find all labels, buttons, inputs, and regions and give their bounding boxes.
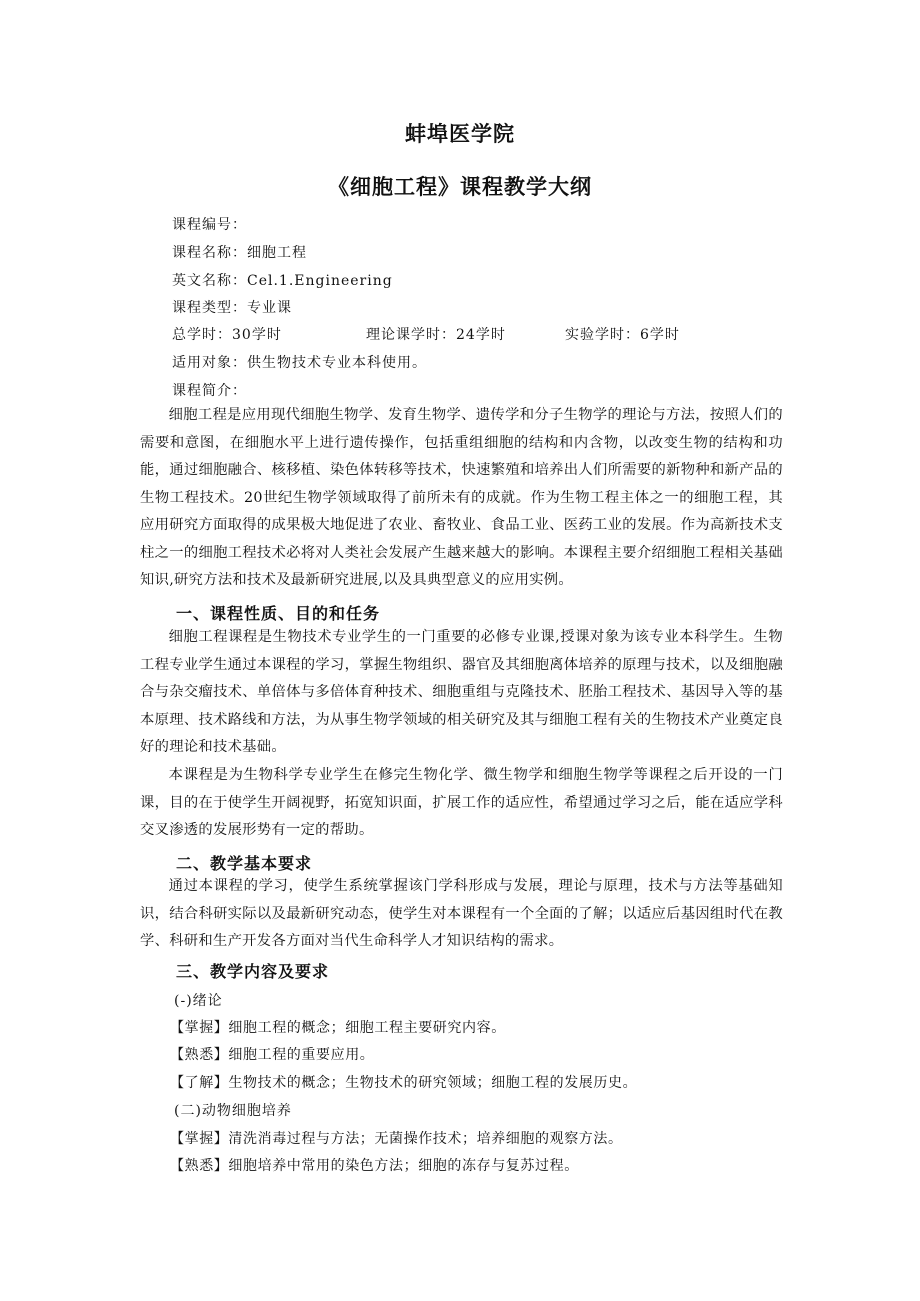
intro-label: 课程简介： xyxy=(172,383,247,399)
course-name: 课程名称：细胞工程 xyxy=(172,245,307,261)
document-title: 《细胞工程》课程教学大纲 xyxy=(328,175,592,199)
section-1-heading: 一、课程性质、目的和任务 xyxy=(176,604,381,623)
lab-hours: 实验学时：6学时 xyxy=(565,327,680,343)
course-type: 课程类型：专业课 xyxy=(172,300,292,316)
list-item: 【熟悉】细胞工程的重要应用。 xyxy=(170,1047,375,1063)
list-item: 【掌握】细胞工程的概念；细胞工程主要研究内容。 xyxy=(170,1020,506,1036)
section-2-paragraph-1: 通过本课程的学习，使学生系统掌握该门学科形成与发展，理论与原理，技术与方法等基础知识，结合科研实际以及最新研究动态，使学生对本课程有一个全面的了解；以适应后基因组时代在教学、科研和生产开发各方面对当代生命科学人才知识结构的需求。 xyxy=(140,878,783,949)
part-2-title: (二)动物细胞培养 xyxy=(174,1103,292,1119)
english-name: 英文名称：Cel.1.Engineering xyxy=(172,273,393,289)
list-item: 【掌握】清洗消毒过程与方法；无菌操作技术；培养细胞的观察方法。 xyxy=(170,1131,623,1147)
school-name: 蚌埠医学院 xyxy=(405,122,515,146)
theory-hours: 理论课学时：24学时 xyxy=(366,327,506,343)
part-1-title: (-)绪论 xyxy=(174,993,223,1009)
list-item: 【了解】生物技术的概念；生物技术的研究领域；细胞工程的发展历史。 xyxy=(170,1075,638,1091)
section-2-heading: 二、教学基本要求 xyxy=(176,854,313,873)
list-item: 【熟悉】细胞培养中常用的染色方法；细胞的冻存与复苏过程。 xyxy=(170,1158,579,1174)
section-1-paragraph-1: 细胞工程课程是生物技术专业学生的一门重要的必修专业课,授课对象为该专业本科学生。生物工程专业学生通过本课程的学习，掌握生物组织、器官及其细胞离体培养的原理与技术，以及细胞融合与杂交瘤技术、单倍体与多倍体育种技术、细胞重组与克隆技术、胚胎工程技术、基因导入等的基本原理、技术路线和方法，为从事生物学领域的相关研究及其与细胞工程有关的生物技术产业奠定良好的理论和技术基础。 xyxy=(140,629,783,755)
audience: 适用对象：供生物技术专业本科使用。 xyxy=(172,355,427,371)
section-1-paragraph-2: 本课程是为生物科学专业学生在修完生物化学、微生物学和细胞生物学等课程之后开设的一门课，目的在于使学生开阔视野，拓宽知识面，扩展工作的适应性，希望通过学习之后，能在适应学科交叉渗透的发展形势有一定的帮助。 xyxy=(140,767,783,838)
intro-paragraph: 细胞工程是应用现代细胞生物学、发育生物学、遗传学和分子生物学的理论与方法，按照人们的需要和意图，在细胞水平上进行遗传操作，包括重组细胞的结构和内含物，以改变生物的结构和功能，通过细胞融合、核移植、染色体转移等技术，快速繁殖和培养出人们所需要的新物种和新产品的生物工程技术。20世纪生物学领域取得了前所未有的成就。作为生物工程主体之一的细胞工程，其应用研究方面取得的成果极大地促进了农业、畜牧业、食品工业、医药工业的发展。作为高新技术支柱之一的细胞工程技术必将对人类社会发展产生越来越大的影响。本课程主要介绍细胞工程相关基础知识,研究方法和技术及最新研究进展,以及具典型意义的应用实例。 xyxy=(140,407,783,588)
total-hours: 总学时：30学时 xyxy=(172,327,282,343)
section-3-heading: 三、教学内容及要求 xyxy=(176,962,330,981)
course-code: 课程编号： xyxy=(172,217,247,233)
